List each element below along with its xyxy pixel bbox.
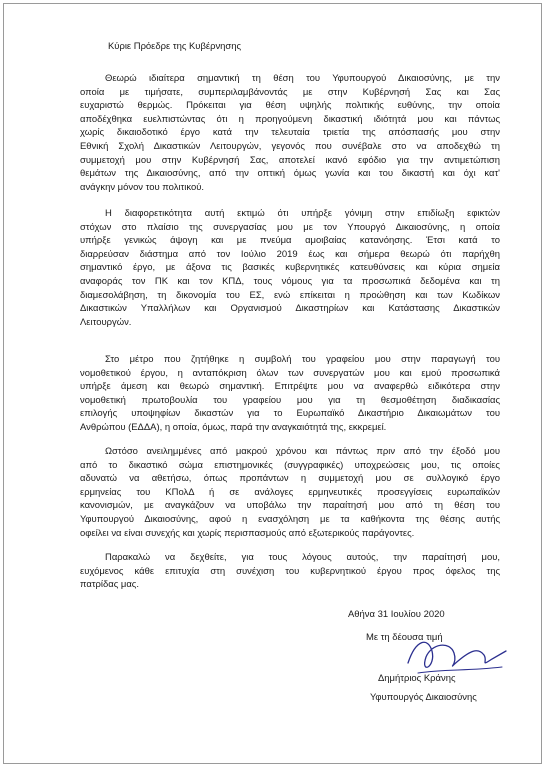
paragraph-line: ευχόμενος κάθε επιτυχία στη συνέχιση του κυβερνητικού έργου προς όφελος της	[80, 565, 500, 577]
paragraph-4	[80, 445, 500, 540]
paragraph-line: κανονισμών, με αναγκάζουν να υποβάλω την παραίτησή μου από τη θέση του	[80, 500, 500, 512]
paragraph-line: Η διαφορετικότητα αυτή εκτιμώ ότι υπήρξε γόνιμη στην επιδίωξη εφικτών	[105, 208, 500, 219]
paragraph-line: Υφυπουργού Δικαιοσύνης, αφού η ενασχόληση με τα καθήκοντα της θέσης αυτής	[80, 513, 500, 525]
paragraph-line: υπήρξε άμεση και θεωρώ σημαντική. Επιτρέψτε μου να αναφερθώ ειδικότερα στην	[80, 381, 500, 393]
paragraph-line: υπήρξε γενικώς άψογη και με πνεύμα αμοιβαίας κατανόησης. Έτσι κατά το	[80, 235, 500, 247]
letter-page	[80, 0, 500, 768]
paragraph-line: οφείλει να είναι συνεχής και χωρίς περισπασμούς από εξωτερικούς παράγοντες.	[80, 527, 415, 539]
paragraph-line: νομοθετική πρωτοβουλία του γραφείου μου για τη θεσμοθέτηση διαδικασίας	[80, 394, 500, 406]
letter-date: Αθήνα 31 Ιουλίου 2020	[348, 609, 445, 620]
paragraph-line: Θεωρώ ιδιαίτερα σημαντική τη θέση του Υφυπουργού Δικαιοσύνης, με την	[105, 73, 500, 84]
paragraph-line: στόχων στο πλαίσιο της συνεργασίας μου με τον Υπουργό Δικαιοσύνης, η οποία	[80, 221, 500, 233]
paragraph-1	[80, 72, 500, 194]
paragraph-line: ευχαριστώ θερμώς. Πρόκειται για θέση υψηλής πολιτικής ευθύνης, την οποία	[80, 100, 500, 112]
paragraph-line: Στο μέτρο που ζητήθηκε η συμβολή του γραφείου μου στην παραγωγή του	[105, 354, 500, 365]
paragraph-line: Ωστόσο ανειλημμένες από μακρού χρόνου και πάντως πριν από την έξοδό μου	[105, 446, 500, 457]
closing-regards: Με τη δέουσα τιμή	[366, 632, 443, 643]
paragraph-line: αδυνατώ να αθετήσω, όπως προπάντων η συμμετοχή μου σε συλλογικό έργο	[80, 473, 500, 485]
paragraph-line: οποία με τιμήσατε, συμπεριλαμβάνοντάς με στην Κυβέρνησή Σας και Σας	[80, 86, 500, 98]
paragraph-line: Δικαστικών Υπαλλήλων και Οργανισμού Δικαστηρίων και Κατάστασης Δικαστικών	[80, 303, 500, 315]
signatory-name: Δημήτριος Κράνης	[378, 673, 456, 684]
paragraph-line: Εθνική Σχολή Δικαστικών Λειτουργών, γεγονός που συνέβαλε στο να αποδεχθώ τη	[80, 140, 500, 152]
paragraph-line: διαμεσολάβηση, τη δικονομία του ΕΣ, ενώ επίκειται η προώθηση και των Κωδίκων	[80, 289, 500, 301]
paragraph-line: Παρακαλώ να δεχθείτε, για τους λόγους αυτούς, την παραίτησή μου,	[105, 552, 500, 563]
paragraph-5	[80, 551, 500, 592]
salutation: Κύριε Πρόεδρε της Κυβέρνησης	[108, 41, 242, 52]
paragraph-line: αναφοράς τον ΠΚ και τον ΚΠΔ, τους νόμους για τα προσωπικά δεδομένα και τη	[80, 275, 500, 287]
paragraph-line: χωρίς δικαιοδοτικό έργο κατά την τελευταία τριετία της απόσπασής μου στην	[80, 127, 500, 139]
paragraph-line: ανάγκην μόνον του πολιτικού.	[80, 181, 205, 193]
paragraph-line: επιλογής υποψηφίων δικαστών για το Ευρωπαϊκό Δικαστήριο Δικαιωμάτων του	[80, 408, 500, 420]
paragraph-line: αποδέχθηκα ευελπιστώντας ότι η προηγούμενη δικαστική ιδιότητά μου και πάντως	[80, 113, 500, 125]
paragraph-3	[80, 353, 500, 435]
paragraph-line: από το δικαστικό σώμα επιστημονικές (συγγραφικές) υποχρεώσεις μου, τις οποίες	[80, 459, 500, 471]
signatory-title: Υφυπουργός Δικαιοσύνης	[370, 692, 477, 703]
paragraph-line: συμμετοχή μου στην Κυβέρνησή Σας, αποτελεί ικανό εφόδιο για την αντιμετώπιση	[80, 154, 500, 166]
paragraph-line: Λειτουργών.	[80, 316, 132, 328]
paragraph-line: πατρίδας μας.	[80, 579, 139, 591]
paragraph-line: θεμάτων της Δικαιοσύνης, από την οπτική όμως γωνία και του δικαστή και όχι κατ'	[80, 168, 500, 180]
paragraph-2	[80, 207, 500, 329]
paragraph-line: νομοθετικού έργου, η ανταπόκριση όλων των συνεργατών μου και εμού προσωπικά	[80, 367, 500, 379]
paragraph-line: ερμηνείας του ΚΠολΔ ή σε ανάλογες ερμηνευτικές προσεγγίσεις ευρωπαϊκών	[80, 486, 500, 498]
paragraph-line: Ανθρώπου (ΕΔΔΑ), η οποία, όμως, παρά την αναγκαιότητά της, εκκρεμεί.	[80, 421, 387, 433]
paragraph-line: σημαντικό έργο, με άξονα τις βασικές κυβερνητικές κατευθύνσεις και κύρια σημεία	[80, 262, 500, 274]
paragraph-line: διαρρεύσαν διάστημα από τον Ιούλιο 2019 έως και σήμερα θεωρώ ότι παρήχθη	[80, 248, 500, 260]
